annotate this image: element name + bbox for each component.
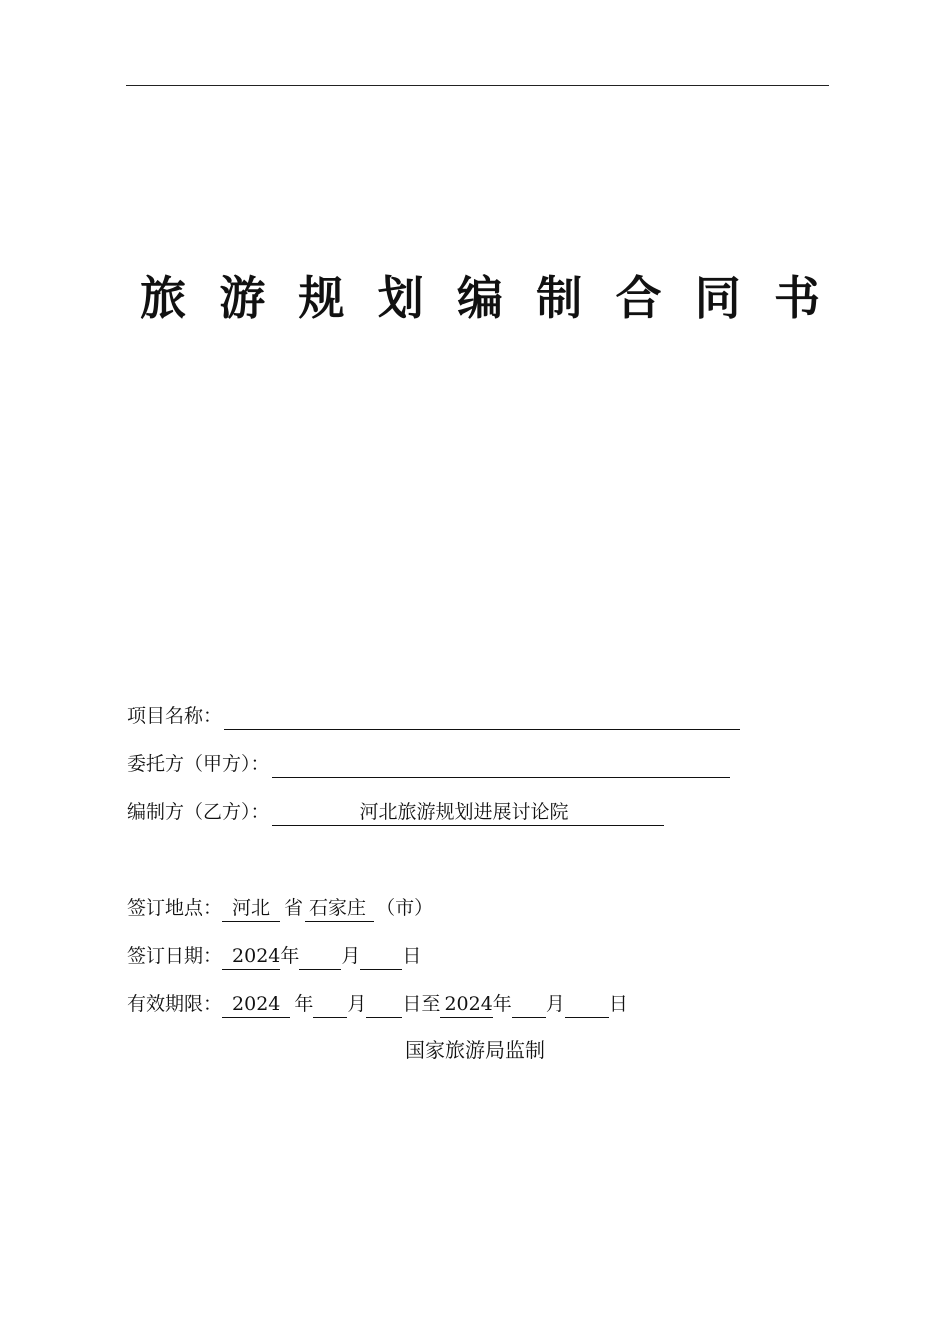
document-title	[140, 268, 820, 328]
city-word: （市）	[376, 897, 434, 919]
sign-date-label: 签订日期：	[127, 945, 223, 967]
sign-place-row	[127, 894, 433, 922]
sign-month-blank[interactable]	[299, 946, 341, 970]
client-blank[interactable]	[272, 754, 730, 778]
title-char: 规	[298, 271, 345, 325]
client-row	[127, 750, 730, 778]
year-word: 年	[492, 993, 512, 1015]
supervisor-note: 国家旅游局监制	[405, 1038, 545, 1062]
project-name-row	[127, 702, 740, 730]
sign-date-row	[127, 942, 421, 970]
sign-place-province[interactable]: 河北	[222, 896, 280, 922]
month-word: 月	[545, 993, 565, 1015]
validity-end-day-blank[interactable]	[565, 994, 609, 1018]
compiler-label: 编制方（乙方）：	[127, 801, 270, 823]
title-char: 合	[615, 271, 662, 325]
sign-day-blank[interactable]	[360, 946, 402, 970]
title-char: 编	[457, 271, 503, 325]
sign-place-city[interactable]: 石家庄	[305, 896, 374, 922]
compiler-value[interactable]: 河北旅游规划进展讨论院	[272, 800, 664, 826]
sign-place-label: 签订地点：	[127, 897, 223, 919]
validity-end-year[interactable]: 2024	[440, 992, 492, 1018]
validity-row	[127, 990, 628, 1018]
validity-start-day-blank[interactable]	[366, 994, 402, 1018]
validity-label: 有效期限：	[127, 993, 223, 1015]
title-char: 游	[219, 271, 266, 325]
to-word: 至	[421, 993, 441, 1015]
month-word: 月	[341, 945, 361, 967]
client-label: 委托方（甲方）：	[127, 753, 270, 775]
day-word: 日	[608, 993, 628, 1015]
title-char: 同	[694, 271, 741, 325]
day-word: 日	[402, 945, 422, 967]
title-char: 制	[536, 271, 583, 325]
title-char: 书	[774, 271, 820, 325]
validity-start-month-blank[interactable]	[313, 994, 347, 1018]
title-char: 旅	[140, 271, 186, 325]
day-word: 日	[402, 993, 422, 1015]
validity-start-year[interactable]: 2024	[222, 992, 290, 1018]
project-name-label: 项目名称：	[127, 705, 223, 727]
year-word: 年	[294, 993, 314, 1015]
title-char: 划	[377, 271, 424, 325]
header-rule	[126, 85, 829, 86]
validity-end-month-blank[interactable]	[512, 994, 546, 1018]
compiler-row	[127, 798, 664, 826]
province-word: 省	[284, 897, 304, 919]
project-name-blank[interactable]	[224, 706, 740, 730]
year-word: 年	[280, 945, 300, 967]
sign-year[interactable]: 2024	[222, 944, 280, 970]
month-word: 月	[347, 993, 367, 1015]
